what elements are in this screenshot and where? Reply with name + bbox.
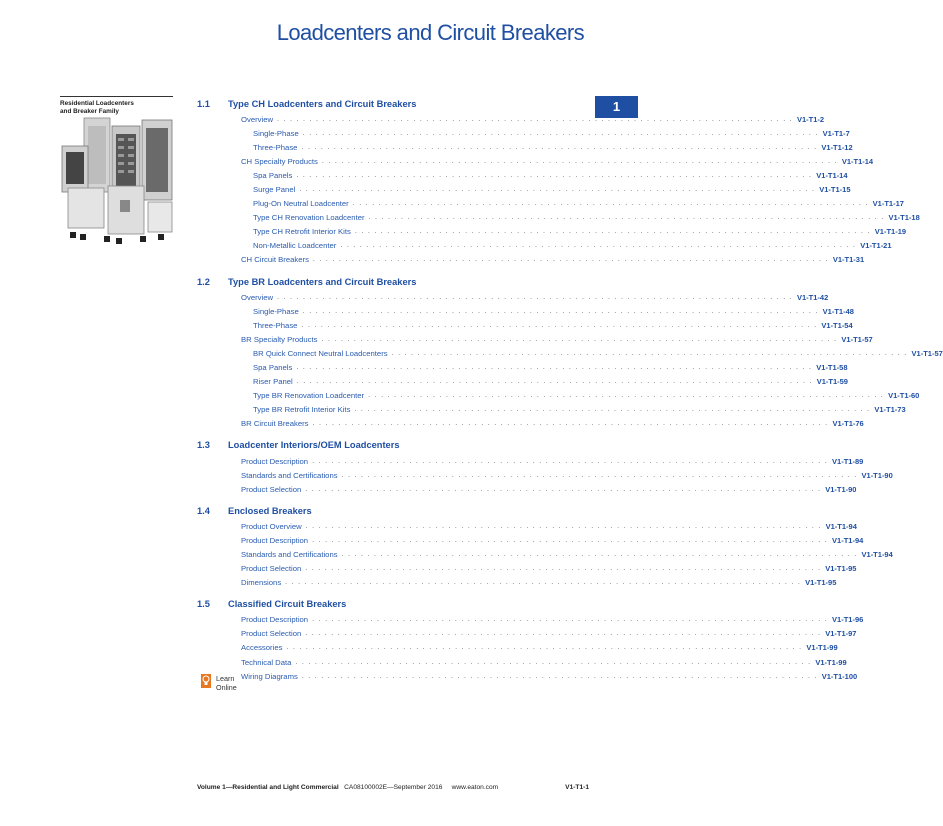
toc-leader-dots: . . . . . . . . . . . . . . . . . . . . . . . . . . . . . . . . . . . . . . . . . . . . . . . . . . . . . . . . . . . . . . . . . . . . . . . . . . . . . . . . [301, 143, 818, 151]
toc-entry[interactable] [197, 126, 850, 140]
toc-section-title: Classified Circuit Breakers [228, 599, 347, 610]
toc-entry-label: Three-Phase [253, 142, 298, 152]
toc-entry[interactable] [197, 168, 848, 182]
toc-entry-label: CH Specialty Products [241, 156, 318, 166]
toc-section-title: Type CH Loadcenters and Circuit Breakers [228, 98, 417, 109]
toc-entry-page: V1-T1-42 [796, 292, 829, 302]
toc-entry-page: V1-T1-94 [832, 535, 864, 545]
toc-entry[interactable] [197, 417, 864, 431]
toc-entry[interactable] [197, 482, 857, 496]
toc-entry-label: Non-Metallic Loadcenter [253, 241, 337, 251]
toc-leader-dots: . . . . . . . . . . . . . . . . . . . . . . . . . . . . . . . . . . . . . . . . . . . . . . . . . . . . . . . . . . . . . . . . . . . . . . . . . . . . . . . . [321, 157, 838, 165]
toc-entry-page: V1-T1-90 [825, 484, 857, 494]
toc-leader-dots: . . . . . . . . . . . . . . . . . . . . . . . . . . . . . . . . . . . . . . . . . . . . . . . . . . . . . . . . . . . . . . . . . . . . . . . . . . . . . . . . [312, 420, 829, 428]
toc-entry[interactable] [197, 361, 848, 375]
product-photo [60, 116, 175, 246]
toc-entry-page: V1-T1-97 [825, 629, 857, 639]
toc-section [197, 273, 943, 431]
toc-entry-page: V1-T1-73 [874, 405, 906, 415]
toc-section [197, 596, 864, 683]
toc-entry-page: V1-T1-19 [874, 227, 907, 237]
toc-leader-dots: . . . . . . . . . . . . . . . . . . . . . . . . . . . . . . . . . . . . . . . . . . . . . . . . . . . . . . . . . . . . . . . . . . . . . . . . . . . . . . . . [299, 186, 816, 194]
toc-entry[interactable] [197, 304, 854, 318]
toc-entry[interactable] [197, 290, 829, 304]
lightbulb-icon [201, 674, 211, 688]
learn-online-line: Online [216, 683, 237, 692]
sidebar-caption [60, 100, 175, 116]
toc-entry-page: V1-T1-58 [816, 363, 848, 373]
toc-leader-dots: . . . . . . . . . . . . . . . . . . . . . . . . . . . . . . . . . . . . . . . . . . . . . . . . . . . . . . . . . . . . . . . . . . . . . . . . . . . . . . . . [305, 565, 822, 573]
toc-entry-page: V1-T1-90 [861, 470, 893, 480]
toc-entry[interactable] [197, 332, 873, 346]
page-title: Loadcenters and Circuit Breakers [276, 20, 584, 45]
toc-section-number: 1.3 [197, 440, 210, 451]
toc-leader-dots: . . . . . . . . . . . . . . . . . . . . . . . . . . . . . . . . . . . . . . . . . . . . . . . . . . . . . . . . . . . . . . . . . . . . . . . . . . . . . . . . [341, 471, 858, 479]
toc-entry-page: V1-T1-95 [805, 578, 837, 588]
toc-entry[interactable] [197, 140, 853, 154]
toc-entry-page: V1-T1-60 [888, 391, 920, 401]
toc-section-heading[interactable] [197, 437, 589, 454]
toc-entry-label: Spa Panels [253, 170, 293, 180]
toc-entry[interactable] [197, 318, 853, 332]
toc-entry-page: V1-T1-2 [796, 114, 825, 124]
toc-entry-label: Three-Phase [253, 320, 298, 330]
toc-entry-label: Product Description [241, 615, 309, 625]
toc-entry-page: V1-T1-94 [825, 521, 857, 531]
toc-entry-label: Surge Panel [253, 185, 296, 195]
toc-entry[interactable] [197, 239, 892, 253]
toc-entry-page: V1-T1-14 [841, 156, 874, 166]
toc-entry-page: V1-T1-54 [821, 320, 853, 330]
toc-entry[interactable] [197, 641, 838, 655]
sidebar-rule [60, 96, 173, 97]
toc-entry-label: CH Circuit Breakers [241, 255, 309, 265]
toc-entry[interactable] [197, 519, 857, 533]
toc-entry-label: Spa Panels [253, 363, 293, 373]
toc-entry-label: Type CH Renovation Loadcenter [253, 213, 365, 223]
toc-entry[interactable] [197, 627, 857, 641]
toc-entry[interactable] [197, 211, 920, 225]
toc-leader-dots: . . . . . . . . . . . . . . . . . . . . . . . . . . . . . . . . . . . . . . . . . . . . . . . . . . . . . . . . . . . . . . . . . . . . . . . . . . . . . . . . [286, 644, 803, 652]
toc-entry-label: Single-Phase [253, 306, 299, 316]
toc-entry[interactable] [197, 403, 906, 417]
toc-entry-label: Product Selection [241, 484, 302, 494]
toc-entry[interactable] [197, 112, 825, 126]
toc-entry-page: V1-T1-96 [832, 615, 864, 625]
toc-entry-page: V1-T1-57 [911, 348, 943, 358]
toc-entry[interactable] [197, 197, 904, 211]
toc-section-heading[interactable] [197, 596, 589, 613]
toc-leader-dots: . . . . . . . . . . . . . . . . . . . . . . . . . . . . . . . . . . . . . . . . . . . . . . . . . . . . . . . . . . . . . . . . . . . . . . . . . . . . . . . . [305, 630, 822, 638]
toc-entry[interactable] [197, 389, 920, 403]
footer-page-number: V1-T1-1 [565, 784, 589, 791]
toc-entry-label: Technical Data [241, 657, 292, 667]
toc-entry-label: Overview [241, 114, 274, 124]
learn-online-label [216, 674, 237, 692]
toc-section-heading[interactable] [197, 502, 589, 519]
footer-catalog: CA08100002E—September 2016 [344, 784, 443, 791]
toc-leader-dots: . . . . . . . . . . . . . . . . . . . . . . . . . . . . . . . . . . . . . . . . . . . . . . . . . . . . . . . . . . . . . . . . . . . . . . . . . . . . . . . . [296, 378, 813, 386]
toc-leader-dots: . . . . . . . . . . . . . . . . . . . . . . . . . . . . . . . . . . . . . . . . . . . . . . . . . . . . . . . . . . . . . . . . . . . . . . . . . . . . . . . . [354, 228, 871, 236]
toc-entry-page: V1-T1-15 [819, 185, 851, 195]
toc-entry-page: V1-T1-12 [821, 142, 853, 152]
toc-entry-label: Wiring Diagrams [241, 671, 298, 681]
toc-entry[interactable] [197, 533, 864, 547]
toc-entry-label: Plug-On Neutral Loadcenter [253, 199, 349, 209]
toc-entry-page: V1-T1-99 [806, 643, 838, 653]
toc-section-title: Enclosed Breakers [228, 505, 312, 516]
toc-leader-dots: . . . . . . . . . . . . . . . . . . . . . . . . . . . . . . . . . . . . . . . . . . . . . . . . . . . . . . . . . . . . . . . . . . . . . . . . . . . . . . . . [312, 616, 829, 624]
toc-entry-page: V1-T1-89 [832, 456, 864, 466]
toc-entry-page: V1-T1-95 [825, 564, 857, 574]
toc-entry-page: V1-T1-99 [815, 657, 847, 667]
toc-entry-label: Type CH Retrofit Interior Kits [253, 227, 351, 237]
toc-leader-dots: . . . . . . . . . . . . . . . . . . . . . . . . . . . . . . . . . . . . . . . . . . . . . . . . . . . . . . . . . . . . . . . . . . . . . . . . . . . . . . . . [312, 256, 829, 264]
toc-leader-dots: . . . . . . . . . . . . . . . . . . . . . . . . . . . . . . . . . . . . . . . . . . . . . . . . . . . . . . . . . . . . . . . . . . . . . . . . . . . . . . . . [296, 364, 813, 372]
sidebar-caption-line: Residential Loadcenters [60, 100, 134, 107]
toc-section [197, 95, 920, 267]
toc-entry-label: Overview [241, 292, 274, 302]
toc-section-title: Type BR Loadcenters and Circuit Breakers [228, 276, 417, 287]
toc-leader-dots: . . . . . . . . . . . . . . . . . . . . . . . . . . . . . . . . . . . . . . . . . . . . . . . . . . . . . . . . . . . . . . . . . . . . . . . . . . . . . . . . [295, 658, 812, 666]
toc-entry-label: Accessories [241, 643, 283, 653]
toc-leader-dots: . . . . . . . . . . . . . . . . . . . . . . . . . . . . . . . . . . . . . . . . . . . . . . . . . . . . . . . . . . . . . . . . . . . . . . . . . . . . . . . . [312, 457, 829, 465]
footer-website[interactable]: www.eaton.com [451, 784, 499, 791]
toc-entry-page: V1-T1-57 [841, 334, 873, 344]
toc-entry-page: V1-T1-7 [822, 128, 850, 138]
toc-leader-dots: . . . . . . . . . . . . . . . . . . . . . . . . . . . . . . . . . . . . . . . . . . . . . . . . . . . . . . . . . . . . . . . . . . . . . . . . . . . . . . . . [302, 307, 819, 315]
toc-leader-dots: . . . . . . . . . . . . . . . . . . . . . . . . . . . . . . . . . . . . . . . . . . . . . . . . . . . . . . . . . . . . . . . . . . . . . . . . . . . . . . . . [305, 485, 822, 493]
toc-entry[interactable] [197, 562, 857, 576]
toc-entry-label: BR Specialty Products [241, 334, 318, 344]
toc-leader-dots: . . . . . . . . . . . . . . . . . . . . . . . . . . . . . . . . . . . . . . . . . . . . . . . . . . . . . . . . . . . . . . . . . . . . . . . . . . . . . . . . [285, 579, 802, 587]
toc-entry-label: Product Selection [241, 629, 302, 639]
toc-section-title: Loadcenter Interiors/OEM Loadcenters [228, 440, 400, 451]
toc-leader-dots: . . . . . . . . . . . . . . . . . . . . . . . . . . . . . . . . . . . . . . . . . . . . . . . . . . . . . . . . . . . . . . . . . . . . . . . . . . . . . . . . [368, 214, 885, 222]
toc-leader-dots: . . . . . . . . . . . . . . . . . . . . . . . . . . . . . . . . . . . . . . . . . . . . . . . . . . . . . . . . . . . . . . . . . . . . . . . . . . . . . . . . [301, 672, 818, 680]
toc-entry-label: Product Description [241, 456, 309, 466]
learn-online-line: Learn [216, 674, 235, 683]
toc-entry-label: Standards and Certifications [241, 470, 338, 480]
toc-leader-dots: . . . . . . . . . . . . . . . . . . . . . . . . . . . . . . . . . . . . . . . . . . . . . . . . . . . . . . . . . . . . . . . . . . . . . . . . . . . . . . . . [312, 536, 829, 544]
toc-entry-page: V1-T1-21 [860, 241, 892, 251]
toc-section-number: 1.1 [197, 98, 210, 109]
sidebar-caption-line: and Breaker Family [60, 108, 119, 115]
toc-leader-dots: . . . . . . . . . . . . . . . . . . . . . . . . . . . . . . . . . . . . . . . . . . . . . . . . . . . . . . . . . . . . . . . . . . . . . . . . . . . . . . . . [302, 129, 819, 137]
table-of-contents [197, 95, 943, 689]
toc-entry-page: V1-T1-100 [821, 671, 858, 681]
toc-entry-page: V1-T1-59 [816, 377, 848, 387]
toc-entry-label: Standards and Certifications [241, 549, 338, 559]
toc-leader-dots: . . . . . . . . . . . . . . . . . . . . . . . . . . . . . . . . . . . . . . . . . . . . . . . . . . . . . . . . . . . . . . . . . . . . . . . . . . . . . . . . [341, 550, 858, 558]
toc-leader-dots: . . . . . . . . . . . . . . . . . . . . . . . . . . . . . . . . . . . . . . . . . . . . . . . . . . . . . . . . . . . . . . . . . . . . . . . . . . . . . . . . [301, 321, 818, 329]
toc-entry-label: Single-Phase [253, 128, 299, 138]
toc-entry[interactable] [197, 253, 865, 267]
toc-leader-dots: . . . . . . . . . . . . . . . . . . . . . . . . . . . . . . . . . . . . . . . . . . . . . . . . . . . . . . . . . . . . . . . . . . . . . . . . . . . . . . . . [368, 392, 885, 400]
toc-section-number: 1.2 [197, 276, 210, 287]
toc-entry-label: Dimensions [241, 578, 282, 588]
toc-leader-dots: . . . . . . . . . . . . . . . . . . . . . . . . . . . . . . . . . . . . . . . . . . . . . . . . . . . . . . . . . . . . . . . . . . . . . . . . . . . . . . . . [340, 242, 857, 250]
toc-leader-dots: . . . . . . . . . . . . . . . . . . . . . . . . . . . . . . . . . . . . . . . . . . . . . . . . . . . . . . . . . . . . . . . . . . . . . . . . . . . . . . . . [296, 171, 813, 179]
toc-section [197, 437, 893, 496]
toc-section-number: 1.4 [197, 505, 210, 516]
toc-entry-label: Type BR Renovation Loadcenter [253, 391, 365, 401]
toc-entry[interactable] [197, 346, 943, 360]
toc-section-number: 1.5 [197, 599, 210, 610]
toc-entry[interactable] [197, 547, 893, 561]
toc-entry[interactable] [197, 613, 864, 627]
toc-entry-page: V1-T1-76 [832, 419, 864, 429]
toc-leader-dots: . . . . . . . . . . . . . . . . . . . . . . . . . . . . . . . . . . . . . . . . . . . . . . . . . . . . . . . . . . . . . . . . . . . . . . . . . . . . . . . . [354, 406, 871, 414]
footer-volume: Volume 1—Residential and Light Commercial [197, 784, 339, 791]
toc-entry[interactable] [197, 468, 893, 482]
toc-entry[interactable] [197, 669, 858, 683]
toc-entry-label: Product Description [241, 535, 309, 545]
toc-entry-page: V1-T1-94 [861, 549, 893, 559]
toc-leader-dots: . . . . . . . . . . . . . . . . . . . . . . . . . . . . . . . . . . . . . . . . . . . . . . . . . . . . . . . . . . . . . . . . . . . . . . . . . . . . . . . . [391, 349, 908, 357]
toc-entry-label: BR Quick Connect Neutral Loadcenters [253, 348, 388, 358]
toc-entry-label: Product Selection [241, 564, 302, 574]
toc-entry[interactable] [197, 225, 907, 239]
toc-entry-page: V1-T1-31 [832, 255, 865, 265]
toc-leader-dots: . . . . . . . . . . . . . . . . . . . . . . . . . . . . . . . . . . . . . . . . . . . . . . . . . . . . . . . . . . . . . . . . . . . . . . . . . . . . . . . . [277, 293, 793, 301]
toc-section [197, 502, 893, 589]
toc-leader-dots: . . . . . . . . . . . . . . . . . . . . . . . . . . . . . . . . . . . . . . . . . . . . . . . . . . . . . . . . . . . . . . . . . . . . . . . . . . . . . . . . [277, 115, 793, 123]
page-footer [197, 784, 589, 791]
toc-entry[interactable] [197, 655, 847, 669]
toc-entry[interactable] [197, 576, 837, 590]
toc-entry-page: V1-T1-18 [888, 213, 920, 223]
toc-leader-dots: . . . . . . . . . . . . . . . . . . . . . . . . . . . . . . . . . . . . . . . . . . . . . . . . . . . . . . . . . . . . . . . . . . . . . . . . . . . . . . . . [321, 335, 838, 343]
toc-entry[interactable] [197, 154, 874, 168]
toc-entry-label: Type BR Retrofit Interior Kits [253, 405, 351, 415]
toc-entry-page: V1-T1-17 [872, 199, 904, 209]
toc-entry[interactable] [197, 454, 864, 468]
toc-leader-dots: . . . . . . . . . . . . . . . . . . . . . . . . . . . . . . . . . . . . . . . . . . . . . . . . . . . . . . . . . . . . . . . . . . . . . . . . . . . . . . . . [352, 200, 869, 208]
chapter-tab[interactable]: 1 [595, 96, 638, 118]
toc-entry-label: Product Overview [241, 521, 302, 531]
toc-section-heading[interactable] [197, 95, 589, 112]
toc-entry-page: V1-T1-14 [816, 170, 848, 180]
toc-section-heading[interactable] [197, 273, 589, 290]
toc-entry[interactable] [197, 375, 848, 389]
toc-entry-page: V1-T1-48 [822, 306, 854, 316]
toc-leader-dots: . . . . . . . . . . . . . . . . . . . . . . . . . . . . . . . . . . . . . . . . . . . . . . . . . . . . . . . . . . . . . . . . . . . . . . . . . . . . . . . . [305, 522, 822, 530]
toc-entry-label: BR Circuit Breakers [241, 419, 309, 429]
toc-entry[interactable] [197, 182, 851, 196]
toc-entry-label: Riser Panel [253, 377, 293, 387]
